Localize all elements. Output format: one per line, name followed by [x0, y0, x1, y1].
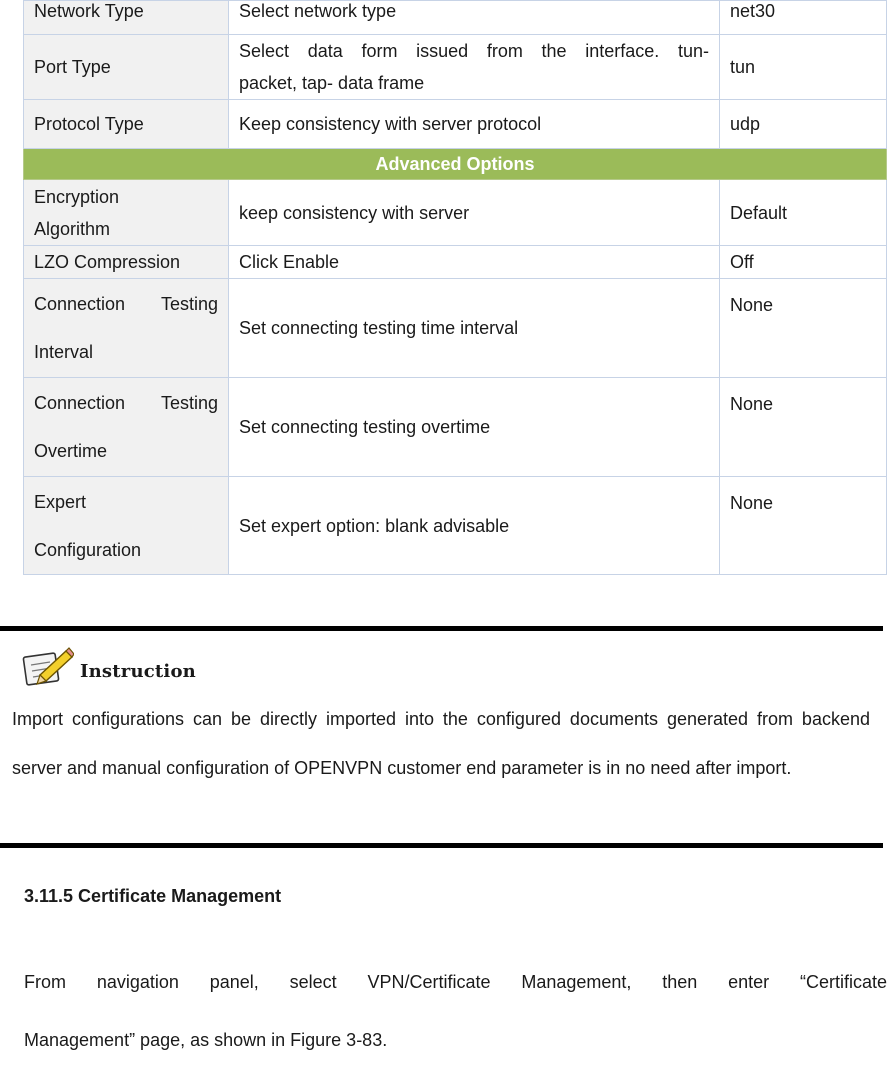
instruction-text: Import configurations can be directly imported into the configured documents generated from backend server and manual configuration of OPENVPN customer end parameter is in no need after import.	[12, 709, 870, 778]
param-desc-line: Select data form issued from the interface. tun-	[239, 41, 709, 61]
param-value: net30	[720, 1, 887, 35]
param-name-line: Configuration	[34, 539, 142, 560]
table-row	[24, 35, 887, 100]
instruction-header	[22, 645, 196, 692]
param-value: None	[720, 378, 887, 477]
paragraph-line: From navigation panel, select VPN/Certificate Management, then enter “Certificate	[24, 972, 887, 992]
instruction-bottom-rule	[0, 843, 883, 848]
table-row	[24, 1, 887, 35]
table-row	[24, 378, 887, 477]
section-row	[24, 149, 887, 180]
param-name: Protocol Type	[24, 100, 229, 149]
param-value: None	[720, 477, 887, 575]
param-desc: Click Enable	[229, 246, 720, 279]
param-name	[24, 279, 229, 378]
table-row	[24, 180, 887, 246]
table-row	[24, 477, 887, 575]
section-heading: 3.11.5 Certificate Management	[24, 886, 282, 906]
paragraph-line: Management” page, as shown in Figure 3-83.	[24, 1030, 388, 1050]
advanced-options-header: Advanced Options	[24, 149, 887, 180]
param-name-line: Interval	[34, 342, 94, 362]
notepad-pencil-icon	[22, 645, 74, 692]
param-desc-line: packet, tap- data frame	[239, 73, 425, 93]
param-name	[24, 378, 229, 477]
param-name: LZO Compression	[24, 246, 229, 279]
param-name	[24, 180, 229, 246]
param-name-line: Algorithm	[34, 218, 111, 239]
instruction-title: Instruction	[80, 661, 196, 682]
instruction-top-rule	[0, 626, 883, 631]
param-desc: keep consistency with server	[229, 180, 720, 246]
param-desc: Set expert option: blank advisable	[229, 477, 720, 575]
param-name	[24, 477, 229, 575]
param-value: None	[720, 279, 887, 378]
param-name: Port Type	[24, 35, 229, 100]
param-value: Default	[720, 180, 887, 246]
param-desc: Keep consistency with server protocol	[229, 100, 720, 149]
param-value: Off	[720, 246, 887, 279]
table-row	[24, 100, 887, 149]
param-desc: Set connecting testing time interval	[229, 279, 720, 378]
table-row	[24, 246, 887, 279]
param-value: udp	[720, 100, 887, 149]
param-desc: Set connecting testing overtime	[229, 378, 720, 477]
param-value: tun	[720, 35, 887, 100]
param-desc: Select network type	[229, 1, 720, 35]
param-name-line: Connection Testing	[34, 393, 218, 413]
table-row	[24, 279, 887, 378]
param-desc	[229, 35, 720, 100]
parameter-table	[23, 0, 887, 575]
param-name-line: Overtime	[34, 441, 108, 461]
param-name-line: Connection Testing	[34, 294, 218, 314]
section-paragraph	[24, 953, 887, 1069]
param-name-line: Encryption	[34, 186, 120, 207]
param-name-line: Expert	[34, 491, 87, 512]
param-name: Network Type	[24, 1, 229, 35]
